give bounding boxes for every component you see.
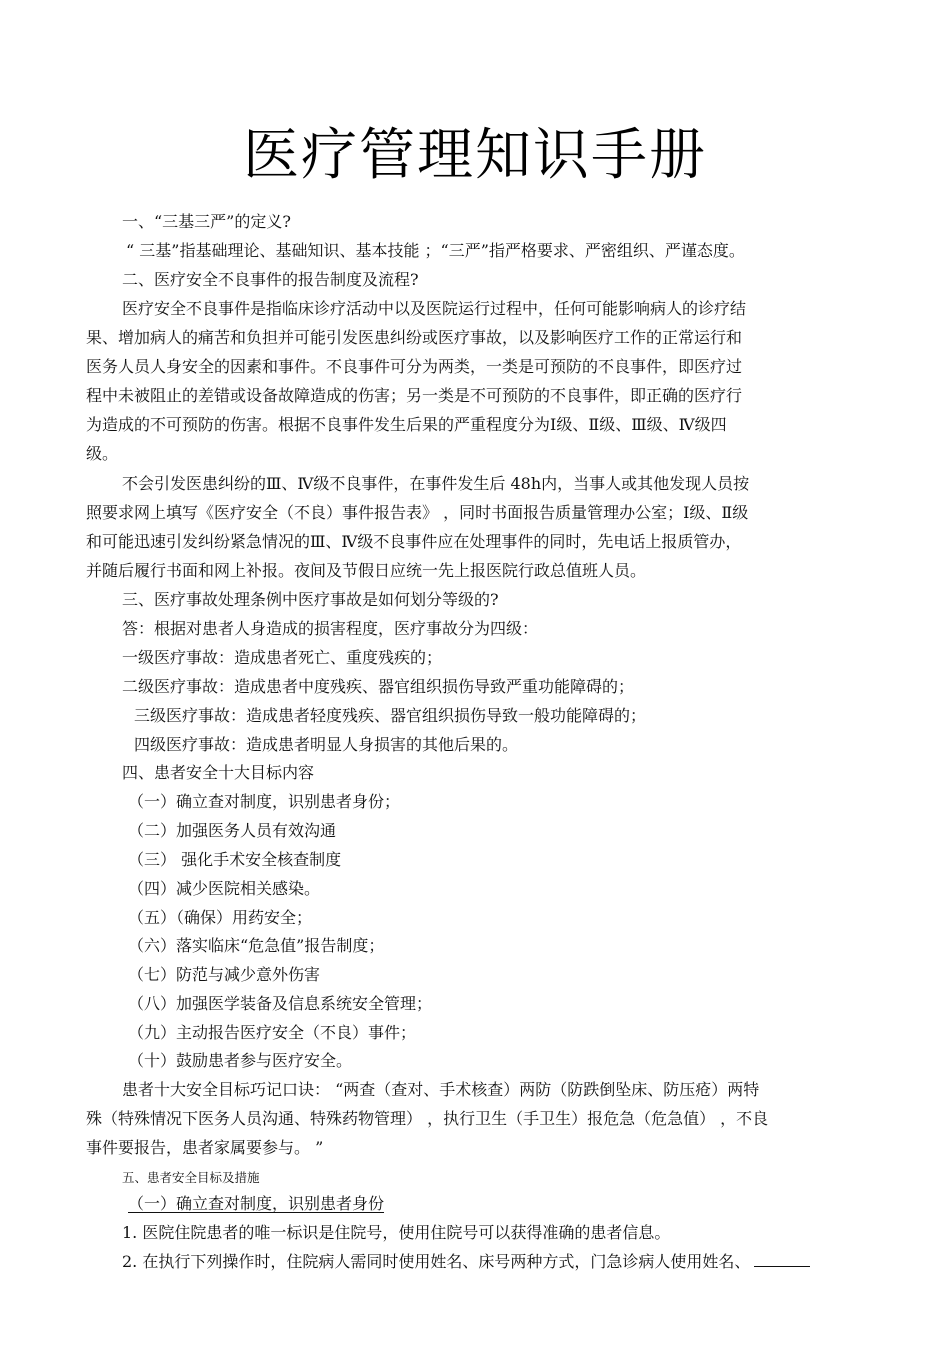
mnemonic-line: 事件要报告，患者家属要参与。 ” — [86, 1138, 324, 1157]
q1-answer: “ 三基”指基础理论、基础知识、基本技能 ；“三严”指严格要求、严密组织、严谨态度。 — [126, 241, 745, 260]
q2-report-line: 照要求网上填写《医疗安全（不良）事件报告表》 ，同时书面报告质量管理办公室；Ⅰ级、Ⅱ级 — [86, 503, 749, 522]
q4-heading: 四、患者安全十大目标内容 — [122, 763, 315, 782]
q2-report-line: 和可能迅速引发纠纷紧急情况的Ⅲ、Ⅳ级不良事件应在处理事件的同时，先电话上报质管办， — [86, 532, 742, 551]
q2-paragraph-line: 医务人员人身安全的因素和事件。不良事件可分为两类，一类是可预防的不良事件，即医疗过 — [86, 357, 743, 376]
page-title: 医疗管理知识手册 — [243, 123, 707, 188]
q2-report-line: 并随后履行书面和网上补报。夜间及节假日应统一先上报医院行政总值班人员。 — [86, 561, 647, 580]
q2-paragraph-line: 程中未被阻止的差错或设备故障造成的伤害；另一类是不可预防的不良事件，即正确的医疗行 — [86, 386, 743, 405]
q5-item-2: 2. 在执行下列操作时，住院病人需同时使用姓名、床号两种方式，门急诊病人使用姓名、 — [122, 1252, 751, 1271]
safety-goal-item: （四）减少医院相关感染。 — [128, 879, 321, 898]
safety-goal-item: （一）确立查对制度，识别患者身份； — [128, 792, 401, 811]
q5-item-1: 1. 医院住院患者的唯一标识是住院号，使用住院号可以获得准确的患者信息。 — [122, 1223, 671, 1242]
safety-goal-item: （九）主动报告医疗安全（不良）事件； — [128, 1023, 417, 1042]
safety-goal-item: （六）落实临床“危急值”报告制度； — [128, 936, 385, 955]
q2-report-line: 不会引发医患纠纷的Ⅲ、Ⅳ级不良事件，在事件发生后 48h内，当事人或其他发现人员按 — [122, 474, 750, 493]
q2-heading: 二、医疗安全不良事件的报告制度及流程? — [122, 270, 419, 289]
mnemonic-line: 患者十大安全目标巧记口诀： “两查（查对、手术核查）两防（防跌倒坠床、防压疮）两特 — [122, 1080, 760, 1099]
safety-goal-item: （七）防范与减少意外伤害 — [128, 965, 321, 984]
safety-goal-item: （三） 强化手术安全核查制度 — [128, 850, 342, 869]
safety-goal-item: （二）加强医务人员有效沟通 — [128, 821, 337, 840]
safety-goal-item: （八）加强医学装备及信息系统安全管理； — [128, 994, 433, 1013]
q1-heading: 一、“三基三严”的定义? — [122, 212, 291, 231]
q3-answer: 答：根据对患者人身造成的损害程度，医疗事故分为四级： — [122, 619, 539, 638]
accident-level-3: 三级医疗事故：造成患者轻度残疾、器官组织损伤导致一般功能障碍的； — [134, 706, 647, 725]
accident-level-2: 二级医疗事故：造成患者中度残疾、器官组织损伤导致严重功能障碍的； — [122, 677, 635, 696]
accident-level-1: 一级医疗事故：造成患者死亡、重度残疾的； — [122, 648, 443, 667]
q2-paragraph-line: 医疗安全不良事件是指临床诊疗活动中以及医院运行过程中，任何可能影响病人的诊疗结 — [122, 299, 747, 318]
q2-paragraph-line: 为造成的不可预防的伤害。根据不良事件发生后果的严重程度分为Ⅰ级、Ⅱ级、Ⅲ级、Ⅳ级四 — [86, 415, 727, 434]
q2-paragraph-line: 果、增加病人的痛苦和负担并可能引发医患纠纷或医疗事故，以及影响医疗工作的正常运行和 — [86, 328, 743, 347]
q5-item-2-row — [122, 1251, 810, 1273]
fill-in-blank — [754, 1252, 810, 1267]
q5-subheading: （一）确立查对制度，识别患者身份 — [128, 1194, 385, 1213]
safety-goal-item: （十）鼓励患者参与医疗安全。 — [128, 1051, 353, 1070]
mnemonic-line: 殊（特殊情况下医务人员沟通、特殊药物管理） ，执行卫生（手卫生）报危急（危急值） ，不良 — [86, 1109, 769, 1128]
accident-level-4: 四级医疗事故：造成患者明显人身损害的其他后果的。 — [134, 735, 519, 754]
q2-paragraph-line: 级。 — [86, 444, 119, 463]
safety-goal-item: （五）（确保）用药安全； — [128, 908, 313, 927]
q3-heading: 三、医疗事故处理条例中医疗事故是如何划分等级的? — [122, 590, 499, 609]
q5-heading: 五、患者安全目标及措施 — [122, 1170, 260, 1185]
